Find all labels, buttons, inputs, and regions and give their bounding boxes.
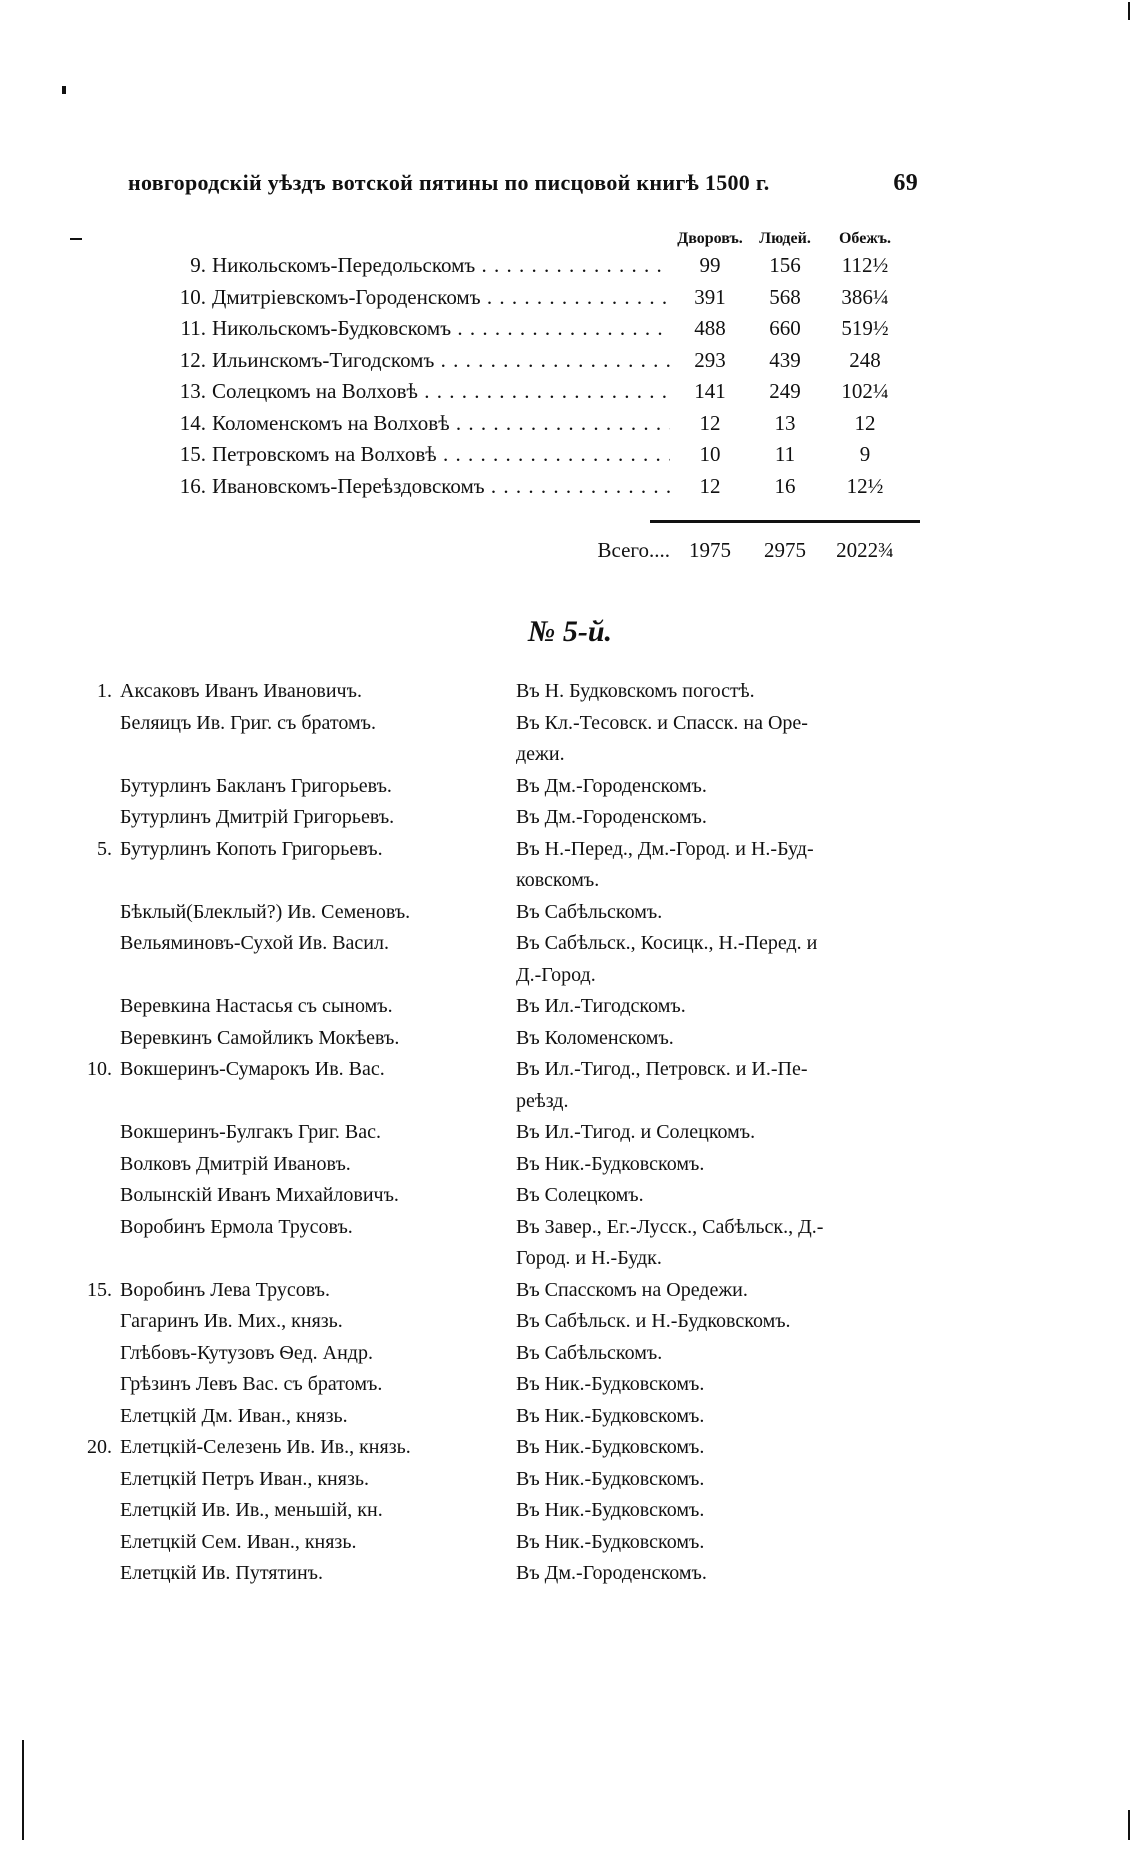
scan-mark xyxy=(1128,1810,1130,1840)
stats-row-dvorov: 10 xyxy=(670,439,750,471)
list-item xyxy=(62,771,942,803)
stats-row-dvorov: 391 xyxy=(670,282,750,314)
list-item xyxy=(62,1432,942,1464)
entry-location-line: Въ Солецкомъ. xyxy=(516,1184,644,1206)
entry-location-line: Въ Ил.-Тигодскомъ. xyxy=(516,995,686,1017)
list-item xyxy=(62,991,942,1023)
entry-location xyxy=(516,897,936,929)
entry-number: 15. xyxy=(87,1278,112,1301)
entry-location-line: Въ Дм.-Городенскомъ. xyxy=(516,774,707,797)
scan-mark xyxy=(70,238,82,240)
column-header-obezh: Обежъ. xyxy=(838,230,892,247)
entry-location-line: реѣзд. xyxy=(516,1089,569,1112)
stats-row-lyudei: 568 xyxy=(750,282,820,314)
entry-location-line: дежи. xyxy=(516,743,565,765)
entry-name: Вельяминовъ-Сухой Ив. Васил. xyxy=(120,932,389,954)
total-lyudei: 2975 xyxy=(764,538,806,562)
stats-row-obezh: 386¼ xyxy=(822,282,908,314)
list-item xyxy=(62,1401,942,1433)
stats-row-obezh: 112½ xyxy=(822,250,908,282)
list-item xyxy=(62,1464,942,1496)
list-item xyxy=(62,1558,942,1590)
entry-location xyxy=(516,1054,936,1117)
entry-name: Елетцкій Сем. Иван., князь. xyxy=(120,1530,357,1553)
total-rule xyxy=(650,520,920,523)
entry-location-line: Въ Дм.-Городенскомъ. xyxy=(516,806,707,828)
list-item xyxy=(62,1495,942,1527)
entry-name: Бутурлинъ Копоть Григорьевъ. xyxy=(120,837,383,860)
entry-location xyxy=(516,1432,936,1464)
stats-row-dvorov: 293 xyxy=(670,345,750,377)
stats-row xyxy=(150,408,930,440)
entry-location xyxy=(516,1275,936,1307)
entry-location xyxy=(516,802,936,834)
entry-location-line: Въ Ил.-Тигод., Петровск. и И.-Пе- xyxy=(516,1058,808,1080)
entry-name: Волынскій Иванъ Михайловичъ. xyxy=(120,1184,399,1206)
stats-row-name: Никольскомъ-Будковскомъ . . . xyxy=(212,313,756,345)
entry-number: 1. xyxy=(97,680,112,702)
entry-location-line: Въ Ник.-Будковскомъ. xyxy=(516,1152,705,1175)
stats-row xyxy=(150,376,930,408)
stats-row-name: Петровскомъ на Волховѣ . . . xyxy=(212,439,756,471)
list-item xyxy=(62,802,942,834)
entry-name: Волковъ Дмитрій Ивановъ. xyxy=(120,1152,351,1175)
entry-location-line: Въ Ник.-Будковскомъ. xyxy=(516,1404,705,1427)
list-item xyxy=(62,834,942,897)
entry-name: Елетцкій Ив. Путятинъ. xyxy=(120,1562,323,1584)
stats-row-lyudei: 11 xyxy=(750,439,820,471)
entry-location-line: Въ Коломенскомъ. xyxy=(516,1026,674,1049)
stats-row-name: Солецкомъ на Волховѣ . . . xyxy=(212,376,756,408)
entry-location-line: Въ Кл.-Тесовск. и Спасск. на Оре- xyxy=(516,711,808,734)
entry-location-line: Въ Сабѣльск. и Н.-Будковскомъ. xyxy=(516,1310,791,1332)
stats-row-obezh: 102¼ xyxy=(822,376,908,408)
entry-name: Елетцкій-Селезень Ив. Ив., князь. xyxy=(120,1436,411,1458)
stats-row-number: 15. xyxy=(179,442,206,466)
entry-location-line: Въ Н.-Перед., Дм.-Город. и Н.-Буд- xyxy=(516,837,814,860)
entry-location xyxy=(516,1495,936,1527)
stats-row-lyudei: 660 xyxy=(750,313,820,345)
entry-location xyxy=(516,1149,936,1181)
list-item xyxy=(62,1212,942,1275)
list-item xyxy=(62,1149,942,1181)
list-item xyxy=(62,1180,942,1212)
stats-row xyxy=(150,250,930,282)
stats-row-lyudei: 16 xyxy=(750,471,820,503)
running-header xyxy=(128,170,918,196)
entry-location xyxy=(516,1306,936,1338)
entry-location-line: Д.-Город. xyxy=(516,963,596,986)
stats-row-obezh: 12 xyxy=(822,408,908,440)
stats-column-headers xyxy=(150,224,930,250)
entry-location-line: Въ Ник.-Будковскомъ. xyxy=(516,1436,705,1458)
stats-row-dvorov: 99 xyxy=(670,250,750,282)
stats-row-dvorov: 141 xyxy=(670,376,750,408)
entry-name: Бѣклый(Блеклый?) Ив. Семеновъ. xyxy=(120,900,411,923)
stats-row-number: 12. xyxy=(179,347,206,372)
entry-location xyxy=(516,708,936,771)
stats-row-lyudei: 156 xyxy=(750,250,820,282)
entry-name: Елетцкій Ив. Ив., меньшій, кн. xyxy=(120,1499,383,1521)
page-number: 69 xyxy=(893,170,918,196)
section-title: № 5-й. xyxy=(527,615,613,648)
stats-row-lyudei: 439 xyxy=(750,345,820,377)
entry-location-line: Въ Н. Будковскомъ погостѣ. xyxy=(516,680,755,702)
entry-location xyxy=(516,1117,936,1149)
list-item xyxy=(62,1117,942,1149)
stats-row-obezh: 519½ xyxy=(822,313,908,345)
stats-row-name: Дмитріевскомъ-Городенскомъ . . . xyxy=(212,282,756,314)
entry-name: Аксаковъ Иванъ Ивановичъ. xyxy=(120,680,362,702)
stats-row-dvorov: 12 xyxy=(670,408,750,440)
entry-location-line: Въ Сабѣльскомъ. xyxy=(516,1341,663,1364)
entry-location xyxy=(516,1527,936,1559)
entry-name: Веревкина Настасья съ сыномъ. xyxy=(120,995,393,1017)
running-title: новгородскій уѣздъ вотской пятины по писцовой книгѣ 1500 г. xyxy=(128,170,770,195)
entry-name: Грѣзинъ Левъ Вас. съ братомъ. xyxy=(120,1373,383,1395)
stats-row-number: 13. xyxy=(179,379,206,403)
stats-row xyxy=(150,439,930,471)
entry-location xyxy=(516,1464,936,1496)
entry-location xyxy=(516,771,936,803)
entry-location-line: Въ Ник.-Будковскомъ. xyxy=(516,1530,705,1553)
scan-mark xyxy=(22,1740,24,1840)
scan-mark xyxy=(1128,2,1130,20)
stats-table xyxy=(150,224,930,502)
entry-number: 20. xyxy=(87,1436,112,1458)
stats-row-obezh: 9 xyxy=(822,439,908,471)
entry-location-line: Въ Сабѣльскомъ. xyxy=(516,900,663,923)
entry-number: 5. xyxy=(97,837,112,860)
list-item xyxy=(62,928,942,991)
list-item xyxy=(62,1338,942,1370)
entry-location-line: Въ Завер., Ег.-Лусск., Сабѣльск., Д.- xyxy=(516,1215,824,1238)
entry-location xyxy=(516,1369,936,1401)
entry-name: Елетцкій Петръ Иван., князь. xyxy=(120,1467,369,1490)
entry-location xyxy=(516,1558,936,1590)
list-item xyxy=(62,1054,942,1117)
entry-number: 10. xyxy=(87,1058,112,1080)
stats-row-dvorov: 488 xyxy=(670,313,750,345)
entry-name: Вокшеринъ-Сумарокъ Ив. Вас. xyxy=(120,1058,385,1080)
stats-row xyxy=(150,471,930,503)
entry-name: Вокшеринъ-Булгакъ Григ. Вас. xyxy=(120,1121,382,1143)
landowner-list xyxy=(62,676,942,1590)
entry-name: Бутурлинъ Дмитрій Григорьевъ. xyxy=(120,806,395,828)
total-obezh: 2022¾ xyxy=(836,538,894,562)
entry-name: Веревкинъ Самойликъ Мокѣевъ. xyxy=(120,1026,400,1049)
entry-location-line: Въ Ник.-Будковскомъ. xyxy=(516,1467,705,1490)
entry-name: Беляицъ Ив. Григ. съ братомъ. xyxy=(120,711,376,734)
list-item xyxy=(62,708,942,771)
entry-name: Воробинъ Ермола Трусовъ. xyxy=(120,1215,353,1238)
entry-location xyxy=(516,1212,936,1275)
entry-location xyxy=(516,1338,936,1370)
stats-row xyxy=(150,282,930,314)
entry-location-line: Город. и Н.-Будк. xyxy=(516,1247,662,1269)
entry-location xyxy=(516,1401,936,1433)
stats-row-name: Ильинскомъ-Тигодскомъ . . . xyxy=(212,345,756,377)
stats-row-number: 11. xyxy=(180,316,206,340)
stats-row-number: 9. xyxy=(190,253,206,277)
list-item xyxy=(62,897,942,929)
entry-location xyxy=(516,1180,936,1212)
total-label: Всего.... xyxy=(597,538,670,562)
column-header-dvorov: Дворовъ. xyxy=(677,230,743,247)
total-dvorov: 1975 xyxy=(689,538,731,562)
stats-rows xyxy=(150,250,930,502)
stats-row-obezh: 12½ xyxy=(822,471,908,503)
entry-name: Гагаринъ Ив. Мих., князь. xyxy=(120,1310,343,1332)
list-item xyxy=(62,1275,942,1307)
stats-row-lyudei: 13 xyxy=(750,408,820,440)
entry-location xyxy=(516,834,936,897)
entry-location-line: Въ Ил.-Тигод. и Солецкомъ. xyxy=(516,1121,756,1143)
entry-location-line: Въ Спасскомъ на Оредежи. xyxy=(516,1278,748,1301)
entry-location xyxy=(516,991,936,1023)
entry-location xyxy=(516,928,936,991)
scan-mark xyxy=(62,86,66,94)
list-item xyxy=(62,676,942,708)
entry-location-line: ковскомъ. xyxy=(516,869,600,891)
list-item xyxy=(62,1306,942,1338)
entry-location-line: Въ Ник.-Будковскомъ. xyxy=(516,1499,705,1521)
entry-location-line: Въ Ник.-Будковскомъ. xyxy=(516,1373,705,1395)
list-item xyxy=(62,1527,942,1559)
stats-row-number: 10. xyxy=(179,284,206,309)
stats-row-name: Ивановскомъ-Переѣздовскомъ . . . xyxy=(212,471,756,503)
stats-row xyxy=(150,345,930,377)
column-header-lyudei: Людей. xyxy=(759,230,811,247)
entry-location-line: Въ Сабѣльск., Косицк., Н.-Перед. и xyxy=(516,932,818,954)
stats-row-name: Коломенскомъ на Волховѣ . . . xyxy=(212,408,756,440)
entry-name: Воробинъ Лева Трусовъ. xyxy=(120,1278,330,1301)
stats-row-number: 14. xyxy=(179,410,206,435)
stats-row-lyudei: 249 xyxy=(750,376,820,408)
entry-name: Глѣбовъ-Кутузовъ Ѳед. Андр. xyxy=(120,1341,373,1364)
stats-row-dvorov: 12 xyxy=(670,471,750,503)
entry-location xyxy=(516,1023,936,1055)
stats-row-name: Никольскомъ-Передольскомъ . . . xyxy=(212,250,756,282)
stats-total-row xyxy=(150,532,930,568)
list-item xyxy=(62,1369,942,1401)
entry-name: Бутурлинъ Бакланъ Григорьевъ. xyxy=(120,774,392,797)
list-item xyxy=(62,1023,942,1055)
stats-row-number: 16. xyxy=(179,473,206,498)
entry-location-line: Въ Дм.-Городенскомъ. xyxy=(516,1562,707,1584)
stats-row-obezh: 248 xyxy=(822,345,908,377)
entry-location xyxy=(516,676,936,708)
stats-row xyxy=(150,313,930,345)
entry-name: Елетцкій Дм. Иван., князь. xyxy=(120,1404,348,1427)
